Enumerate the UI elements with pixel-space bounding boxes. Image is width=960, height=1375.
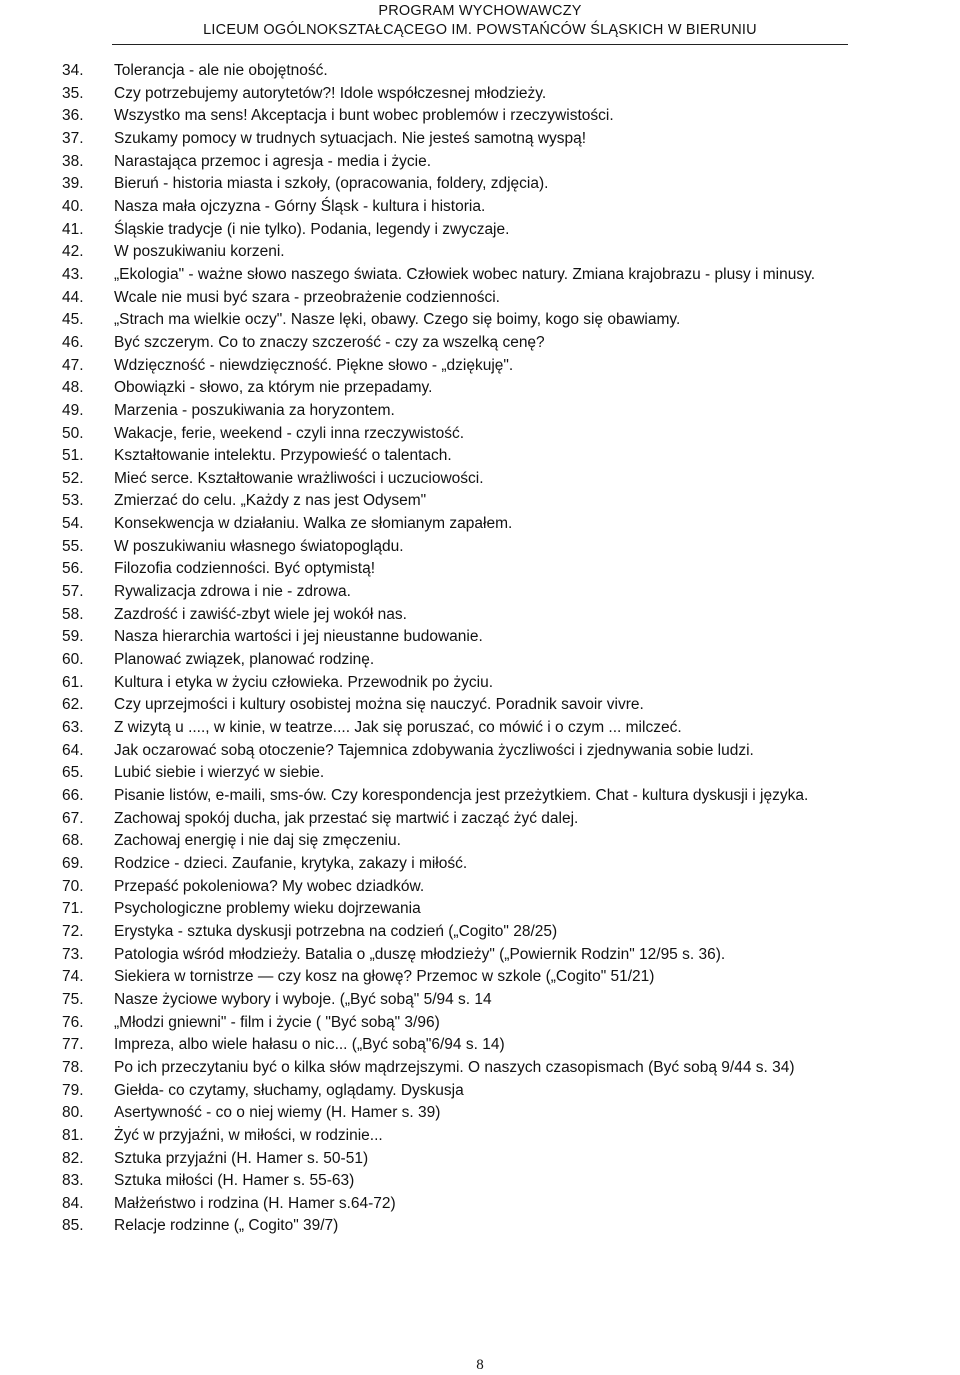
list-item-number: 69. xyxy=(62,854,84,872)
list-item-number: 45. xyxy=(62,311,84,329)
list-item-text: Sztuka miłości (H. Hamer s. 55-63) xyxy=(114,1172,355,1190)
list-item-number: 37. xyxy=(62,129,84,147)
list-item-text: Impreza, albo wiele hałasu o nic... („Być sobą"6/94 s. 14) xyxy=(114,1036,505,1054)
list-item-number: 74. xyxy=(62,968,84,986)
list-item-number: 75. xyxy=(62,990,84,1008)
list-item xyxy=(62,785,954,808)
list-item-text: Przepaść pokoleniowa? My wobec dziadków. xyxy=(114,877,425,895)
list-item xyxy=(62,1125,954,1148)
list-item xyxy=(62,513,954,536)
list-item-text: Asertywność - co o niej wiemy (H. Hamer s. 39) xyxy=(114,1104,441,1122)
list-item-text: Erystyka - sztuka dyskusji potrzebna na codzień („Cogito" 28/25) xyxy=(114,922,558,940)
list-item xyxy=(62,558,954,581)
list-item-number: 81. xyxy=(62,1126,84,1144)
list-item-number: 35. xyxy=(62,84,84,102)
list-item-text: Szukamy pomocy w trudnych sytuacjach. Nie jesteś samotną wyspą! xyxy=(114,129,587,147)
list-item xyxy=(62,1080,954,1103)
list-item-text: Kultura i etyka w życiu człowieka. Przewodnik po życiu. xyxy=(114,673,494,691)
list-item-number: 65. xyxy=(62,764,84,782)
list-item xyxy=(62,355,954,378)
list-item-text: Nasze życiowe wybory i wyboje. („Być sobą" 5/94 s. 14 xyxy=(114,990,492,1008)
list-item xyxy=(62,876,954,899)
list-item-text: Mieć serce. Kształtowanie wrażliwości i uczuciowości. xyxy=(114,469,484,487)
list-item-text: Wszystko ma sens! Akceptacja i bunt wobec problemów i rzeczywistości. xyxy=(114,107,614,125)
list-item-text: Zachowaj spokój ducha, jak przestać się martwić i zacząć żyć dalej. xyxy=(114,809,579,827)
list-item xyxy=(62,1057,954,1080)
list-item-text: Czy potrzebujemy autorytetów?! Idole współczesnej młodzieży. xyxy=(114,84,547,102)
list-item xyxy=(62,604,954,627)
list-item-text: Planować związek, planować rodzinę. xyxy=(114,651,375,669)
list-item-text: Pisanie listów, e-maili, sms-ów. Czy korespondencja jest przeżytkiem. Chat - kultura dyskusji i języka. xyxy=(114,787,809,804)
list-item xyxy=(62,808,954,831)
list-item-text: Siekiera w tornistrze — czy kosz na głowę? Przemoc w szkole („Cogito" 51/21) xyxy=(114,968,655,986)
page-header xyxy=(0,2,960,45)
list-item xyxy=(62,468,954,491)
list-item-number: 73. xyxy=(62,945,84,963)
list-item-text: Obowiązki - słowo, za którym nie przepadamy. xyxy=(114,379,433,397)
list-item xyxy=(62,445,954,468)
list-item-number: 56. xyxy=(62,560,84,578)
list-item-number: 52. xyxy=(62,469,84,487)
list-item-text: Nasza hierarchia wartości i jej nieustanne budowanie. xyxy=(114,628,483,646)
list-item xyxy=(62,377,954,400)
list-item-text: Sztuka przyjaźni (H. Hamer s. 50-51) xyxy=(114,1149,369,1167)
list-item xyxy=(62,241,954,264)
list-item-number: 62. xyxy=(62,696,84,714)
list-item xyxy=(62,264,954,287)
list-item xyxy=(62,1148,954,1171)
list-item-number: 77. xyxy=(62,1036,84,1054)
header-divider xyxy=(112,44,848,45)
list-item-number: 71. xyxy=(62,900,84,918)
list-item-number: 80. xyxy=(62,1104,84,1122)
list-item xyxy=(62,672,954,695)
list-item-number: 51. xyxy=(62,447,84,465)
topic-list xyxy=(62,60,954,1238)
header-program-title: PROGRAM WYCHOWAWCZY xyxy=(378,3,582,19)
list-item-number: 34. xyxy=(62,62,84,79)
list-item xyxy=(62,309,954,332)
list-item-text: Jak oczarować sobą otoczenie? Tajemnica zdobywania życzliwości i zjednywania sobie ludzi. xyxy=(114,741,754,759)
list-item xyxy=(62,762,954,785)
list-item-number: 58. xyxy=(62,605,84,623)
list-item xyxy=(62,921,954,944)
list-item-text: Wcale nie musi być szara - przeobrażenie codzienności. xyxy=(114,288,500,306)
list-item-number: 39. xyxy=(62,175,84,193)
list-item-text: Narastająca przemoc i agresja - media i życie. xyxy=(114,152,432,170)
list-item-number: 83. xyxy=(62,1172,84,1190)
list-item-text: Żyć w przyjaźni, w miłości, w rodzinie... xyxy=(114,1126,383,1144)
list-item-number: 85. xyxy=(62,1217,84,1235)
list-item-number: 47. xyxy=(62,356,84,374)
list-item xyxy=(62,128,954,151)
list-item-number: 68. xyxy=(62,832,84,850)
list-item-text: Nasza mała ojczyzna - Górny Śląsk - kultura i historia. xyxy=(114,197,486,215)
list-item-number: 36. xyxy=(62,107,84,125)
list-item xyxy=(62,1170,954,1193)
list-item xyxy=(62,400,954,423)
list-item-number: 57. xyxy=(62,583,84,601)
list-item-number: 59. xyxy=(62,628,84,646)
list-item xyxy=(62,740,954,763)
list-item-number: 50. xyxy=(62,424,84,442)
list-item-text: Konsekwencja w działaniu. Walka ze słomianym zapałem. xyxy=(114,515,513,533)
list-item-number: 64. xyxy=(62,741,84,759)
list-item-text: Po ich przeczytaniu być o kilka słów mądrzejszymi. O naszych czasopismach (Być sobą 9/44 s. 34) xyxy=(114,1058,795,1076)
list-item-number: 82. xyxy=(62,1149,84,1167)
list-item-number: 43. xyxy=(62,265,84,283)
list-item xyxy=(62,423,954,446)
list-item xyxy=(62,649,954,672)
list-item-number: 42. xyxy=(62,243,84,261)
list-item-text: Zazdrość i zawiść-zbyt wiele jej wokół nas. xyxy=(114,605,407,623)
list-item-number: 66. xyxy=(62,787,84,804)
list-item-number: 38. xyxy=(62,152,84,170)
list-item-text: „Ekologia" - ważne słowo naszego świata. Człowiek wobec natury. Zmiana krajobrazu - plusy i minusy. xyxy=(114,265,815,283)
list-item xyxy=(62,490,954,513)
list-item xyxy=(62,83,954,106)
list-item-number: 78. xyxy=(62,1058,84,1076)
list-item xyxy=(62,332,954,355)
list-item xyxy=(62,1034,954,1057)
list-item-number: 44. xyxy=(62,288,84,306)
list-item-number: 76. xyxy=(62,1013,84,1031)
list-item-number: 41. xyxy=(62,220,84,238)
list-item-text: Patologia wśród młodzieży. Batalia o „duszę młodzieży" („Powiernik Rodzin" 12/95 s. 36). xyxy=(114,945,726,963)
list-item-number: 84. xyxy=(62,1194,84,1212)
list-item xyxy=(62,60,954,83)
list-item-text: „Młodzi gniewni" - film i życie ( "Być sobą" 3/96) xyxy=(114,1013,440,1031)
list-item xyxy=(62,966,954,989)
list-item-number: 67. xyxy=(62,809,84,827)
list-item-text: Relacje rodzinne („ Cogito" 39/7) xyxy=(114,1217,339,1235)
list-item-text: Rodzice - dzieci. Zaufanie, krytyka, zakazy i miłość. xyxy=(114,854,468,872)
list-item-number: 60. xyxy=(62,651,84,669)
list-item xyxy=(62,853,954,876)
list-item-text: Giełda- co czytamy, słuchamy, oglądamy. Dyskusja xyxy=(114,1081,464,1099)
list-item-text: Kształtowanie intelektu. Przypowieść o talentach. xyxy=(114,447,452,465)
list-item-text: Zachowaj energię i nie daj się zmęczeniu. xyxy=(114,832,401,850)
list-item-text: W poszukiwaniu własnego światopoglądu. xyxy=(114,537,404,555)
list-item xyxy=(62,626,954,649)
list-item xyxy=(62,196,954,219)
list-item xyxy=(62,989,954,1012)
list-item-number: 61. xyxy=(62,673,84,691)
list-item-text: W poszukiwaniu korzeni. xyxy=(114,243,285,261)
list-item xyxy=(62,694,954,717)
list-item-number: 72. xyxy=(62,922,84,940)
list-item-text: Czy uprzejmości i kultury osobistej można się nauczyć. Poradnik savoir vivre. xyxy=(114,696,644,714)
list-item-number: 40. xyxy=(62,197,84,215)
list-item-text: Śląskie tradycje (i nie tylko). Podania, legendy i zwyczaje. xyxy=(114,220,510,238)
page-number: 8 xyxy=(476,1357,484,1373)
list-item xyxy=(62,581,954,604)
list-item xyxy=(62,944,954,967)
list-item-text: Z wizytą u ...., w kinie, w teatrze.... Jak się poruszać, co mówić i o czym ... milczeć. xyxy=(114,719,682,737)
list-item xyxy=(62,219,954,242)
list-item xyxy=(62,287,954,310)
header-school-name: LICEUM OGÓLNOKSZTAŁCĄCEGO IM. POWSTAŃCÓW ŚLĄSKICH W BIERUNIU xyxy=(203,22,757,38)
list-item xyxy=(62,105,954,128)
list-item-text: Filozofia codzienności. Być optymistą! xyxy=(114,560,376,578)
list-item xyxy=(62,1215,954,1238)
list-item-text: Małżeństwo i rodzina (H. Hamer s.64-72) xyxy=(114,1194,396,1212)
list-item-text: Psychologiczne problemy wieku dojrzewania xyxy=(114,900,421,918)
list-item-number: 70. xyxy=(62,877,84,895)
list-item-number: 53. xyxy=(62,492,84,510)
list-item-number: 79. xyxy=(62,1081,84,1099)
list-item xyxy=(62,898,954,921)
list-item xyxy=(62,1193,954,1216)
list-item xyxy=(62,151,954,174)
list-item-text: Tolerancja - ale nie obojętność. xyxy=(114,62,328,79)
list-item-text: Wakacje, ferie, weekend - czyli inna rzeczywistość. xyxy=(114,424,465,442)
list-item-number: 46. xyxy=(62,333,84,351)
list-item-text: Wdzięczność - niewdzięczność. Piękne słowo - „dziękuję". xyxy=(114,356,514,374)
list-item-text: „Strach ma wielkie oczy". Nasze lęki, obawy. Czego się boimy, kogo się obawiamy. xyxy=(114,311,681,329)
list-item xyxy=(62,830,954,853)
list-item-text: Bieruń - historia miasta i szkoły, (opracowania, foldery, zdjęcia). xyxy=(114,175,549,193)
list-item-number: 49. xyxy=(62,401,84,419)
list-item xyxy=(62,1102,954,1125)
list-item-number: 48. xyxy=(62,379,84,397)
list-item-text: Rywalizacja zdrowa i nie - zdrowa. xyxy=(114,583,351,601)
list-item-number: 63. xyxy=(62,719,84,737)
list-item xyxy=(62,536,954,559)
list-item-text: Zmierzać do celu. „Każdy z nas jest Odysem" xyxy=(114,492,427,510)
list-item-text: Lubić siebie i wierzyć w siebie. xyxy=(114,764,325,782)
list-item-number: 55. xyxy=(62,537,84,555)
list-item xyxy=(62,173,954,196)
list-item xyxy=(62,1012,954,1035)
list-item-text: Marzenia - poszukiwania za horyzontem. xyxy=(114,401,395,419)
list-item xyxy=(62,717,954,740)
list-item-text: Być szczerym. Co to znaczy szczerość - czy za wszelką cenę? xyxy=(114,333,545,351)
list-item-number: 54. xyxy=(62,515,84,533)
